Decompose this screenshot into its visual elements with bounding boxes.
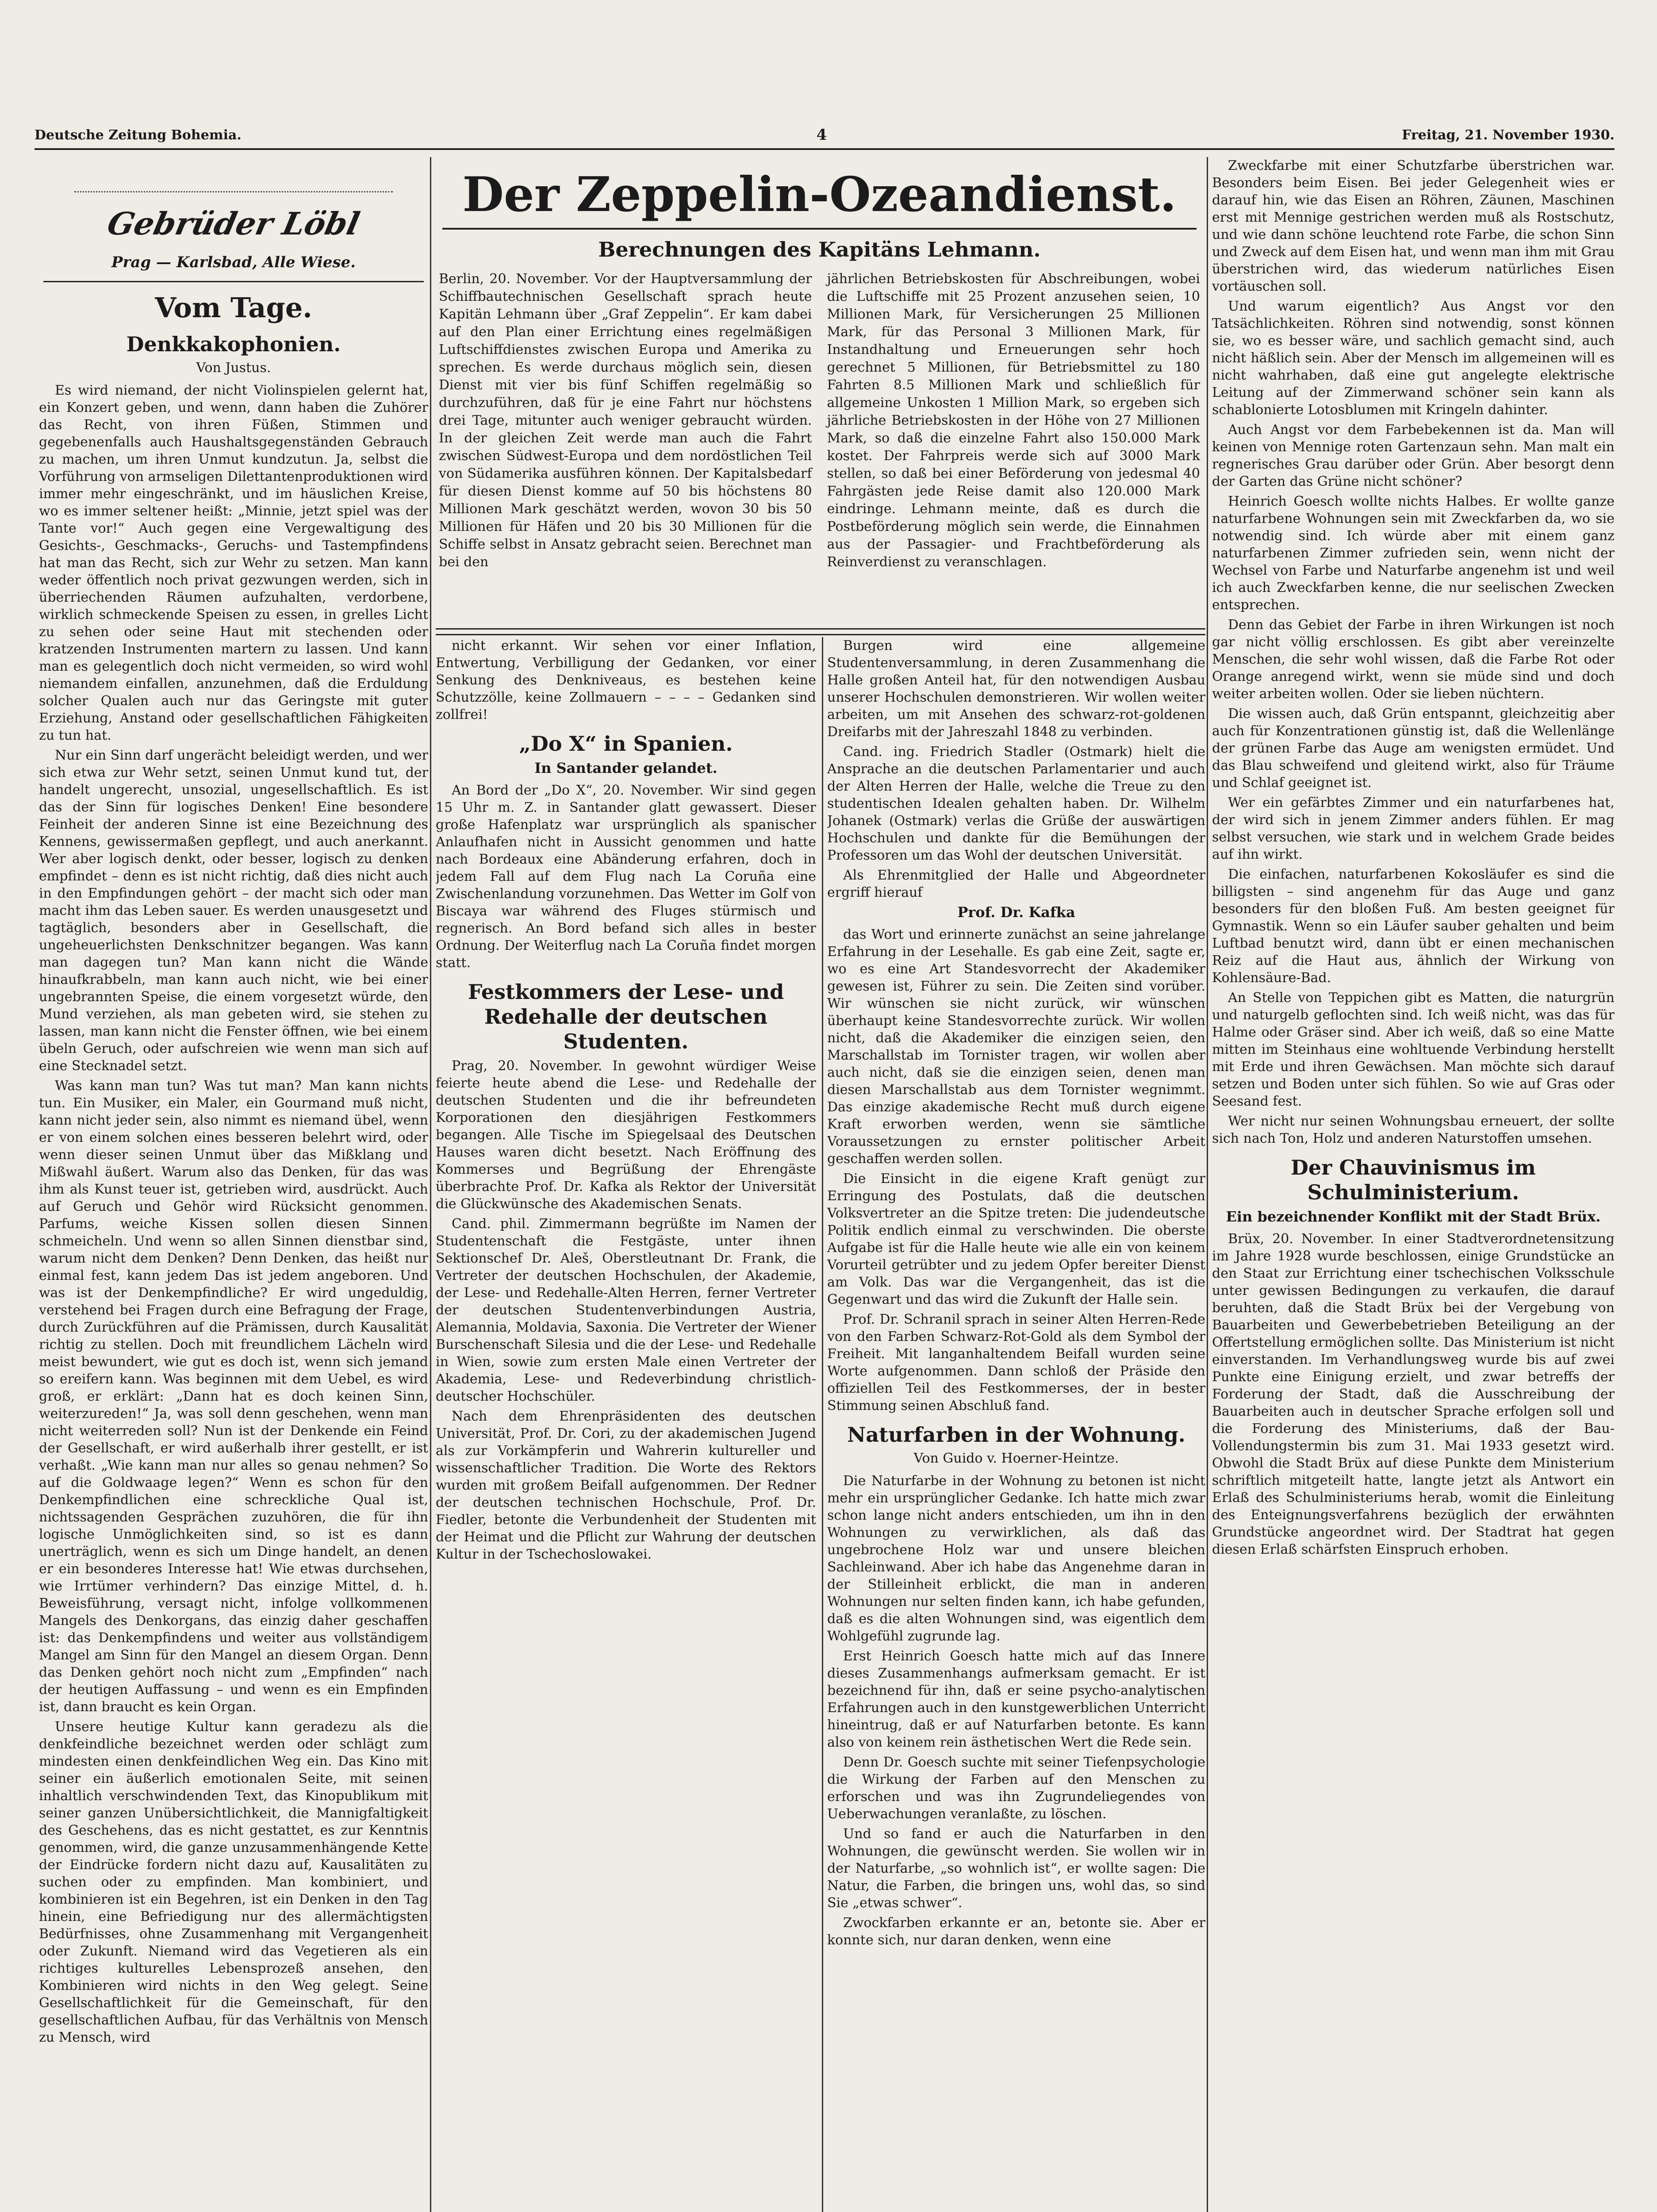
paragraph: Cand. ing. Friedrich Stadler (Ostmark) hielt die Ansprache an die deutschen Parlamentarier und auch der Alten Herren der Halle, welche die Treue zu den studentischen Idealen gehalten haben. Dr. Wilhelm Johanek (Ostmark) verlas die Grüße der auswärtigen Hochschulen und dankte für die Bemühungen der Professoren um das Wohl der deutschen Universität.	[827, 744, 1205, 863]
paragraph: Die einfachen, naturfarbenen Kokosläufer es sind die billigsten – sind angenehm für das Auge und ganz besonders für den bloßen Fuß. Am besten geeignet für Gymnastik. Wenn so ein Läufer sauber gehalten und beim Luftbad benutzt wird, dann übt er einen mechanischen Reiz auf die Haut aus, ähnlich der Wirkung von Kohlensäure-Bad.	[1212, 867, 1615, 986]
paragraph: Prag, 20. November. In gewohnt würdiger Weise feierte heute abend die Lese- und Redehalle der deutschen Studenten und die ihr befreundeten Korporationen den diesjährigen Festkommers begangen. Alle Tische im Spiegelsaal des Deutschen Hauses waren dicht besetzt. Nach Eröffnung des Kommerses und Begrüßung der Ehrengäste überbrachte Prof. Dr. Kafka als Rektor der Universität die Glückwünsche des Akademischen Senats.	[436, 1058, 816, 1212]
article-body	[433, 270, 1205, 571]
paragraph: An Stelle von Teppichen gibt es Matten, die naturgrün und naturgelb geflochten sind. Ich weiß nicht, was das für Halme oder Gräser sind. Aber ich weiß, daß so eine Matte mitten im Steinhaus eine wohltuende Verbindung herstellt mit Erde und ihren Gewächsen. Man möchte sich darauf setzen und Boden unter sich fühlen. So wie auf Gras oder Seesand fest.	[1212, 990, 1615, 1109]
paragraph: das Wort und erinnerte zunächst an seine jahrelange Erfahrung in der Lesehalle. Es gab eine Zeit, sagte er, wo es eine Art Standesvorrecht der Akademiker gewesen ist, Führer zu sein. Die Zeiten sind vorüber. Wir wünschen sie nicht zurück, wir wünschen überhaupt keine Standesvorrechte zurück. Wir wollen nicht, daß die Akademiker die einzigen seien, den Marschallstab im Tornister tragen, wir wollen aber auch nicht, daß sie die einzigen seien, denen man diesen Marschallstab aus dem Tornister wegnimmt. Das einzige akademische Recht muß durch eigene Kraft erworben werden, wenn sie sämtliche Voraussetzungen zu ernster politischer Arbeit geschaffen werden sollen.	[827, 927, 1205, 1167]
page-header	[35, 122, 1615, 150]
paragraph: Es wird niemand, der nicht Violinspielen gelernt hat, ein Konzert geben, und wenn, dann haben die Zuhörer das Recht, von ihren Füßen, Stimmen und gegebenenfalls auch Haushaltsgegenständen Gebrauch zu machen, um ihren Unmut kundzutun. Ja, selbst die Vorführung von armseligen Dilettantenproduktionen wird immer mehr eingeschränkt, und im häuslichen Kreise, wo es immer seltener heißt: „Minnie, jetzt spiel was der Tante vor!“ Auch gegen eine Vergewaltigung des Gesichts-, Geschmacks-, Geruchs- und Tastempfindens hat man das Recht, sich zur Wehr zu setzen. Man kann weder öffentlich noch privat gezwungen werden, sich in überriechenden Räumen aufzuhalten, verdorbene, wirklich schmeckende Speisen zu essen, in grelles Licht zu sehen oder seine Haut mit stechenden oder kratzenden Instrumenten martern zu lassen. Und kann man es gelegentlich doch nicht vermeiden, so wird wohl niemandem einfallen, anzunehmen, daß die Erduldung solcher Qualen auch nur das Geringste mit guter Erziehung, Anstand oder gesellschaftlichen Fähigkeiten zu tun hat.	[39, 383, 428, 743]
article-subtitle: Ein bezeichnender Konflikt mit der Stadt Brüx.	[1226, 1208, 1601, 1225]
paragraph: Nach dem Ehrenpräsidenten des deutschen Universität, Prof. Dr. Cori, zu der akademischen Jugend als zur Vorkämpferin und Wahrerin kultureller und wissenschaftlicher Tradition. Die Worte des Rektors wurden mit großem Beifall aufgenommen. Der Redner der deutschen technischen Hochschule, Prof. Dr. Fiedler, betonte die Verbundenheit der Studenten mit der Heimat und die Pflicht zur Wahrung der deutschen Kultur in der Tschechoslowakei.	[436, 1409, 816, 1562]
paragraph: Wer nicht nur seinen Wohnungsbau erneuert, der sollte sich nach Ton, Holz und anderen Naturstoffen umsehen.	[1212, 1114, 1615, 1146]
paragraph: Unsere heutige Kultur kann geradezu als die denkfeindliche bezeichnet werden oder schlägt zum mindesten einen denkfeindlichen Weg ein. Das Kino mit seiner ein äußerlich emotionalen Seite, mit seinen inhaltlich verschwindenden Text, das Kinopublikum mit seiner ganzen Unübersichtlichkeit, die Mannigfaltigkeit des Geschehens, das es nicht gestattet, es zur Kenntnis genommen, wird, die ganze unzusammenhängende Kette der Eindrücke fordern nicht dazu auf, Kausalitäten zu suchen oder zu empfinden. Man kombiniert, und kombinieren ist ein Begehren, ist ein Denken in den Tag hinein, eine Befriedigung nur des allermächtigsten Bedürfnisses, ohne Zusammenhang mit Vergangenheit oder Zukunft. Niemand wird das Vegetieren als ein richtiges kulturelles Lebensprozeß ansehen, den Kombinieren wird nichts in den Weg gelegt. Seine Gesellschaftlichkeit für die Gemeinschaft, für den gesellschaftlichen Aufbau, für das Verhältnis von Mensch zu Mensch, wird	[39, 1719, 428, 2045]
paragraph: Wer ein gefärbtes Zimmer und ein naturfarbenes hat, der wird sich in jenem Zimmer anders fühlen. Er mag selbst versuchen, wie stark und in welchem Grade beides auf ihn wirkt.	[1212, 795, 1615, 862]
paragraph: Denn Dr. Goesch suchte mit seiner Tiefenpsychologie die Wirkung der Farben auf den Menschen zu erforschen und was ihn Zugrundeliegendes von Ueberwachungen veranlaßte, zu löschen.	[827, 1755, 1205, 1822]
paragraph: Zweckfarbe mit einer Schutzfarbe überstrichen war. Besonders beim Eisen. Bei jeder Gelegenheit wies er darauf hin, wie das Eisen an Röhren, Zäunen, Maschinen erst mit Mennige gestrichen werden muß als Rostschutz, und wie dann schöne leuchtend rote Farbe, die schon Sinn und Zweck auf dem Eisen hat, und wenn man ihm mit Grau überstrichen wird, das wiederum natürliches Eisen vortäuschen soll.	[1212, 158, 1615, 294]
column-2	[436, 637, 816, 2212]
article-author: Von Guido v. Hoerner-Heintze.	[913, 1451, 1119, 1466]
paragraph: Brüx, 20. November. In einer Stadtverordnetensitzung im Jahre 1928 wurde beschlossen, einige Grundstücke an den Staat zur Errichtung einer tschechischen Volksschule unter gewissen Bedingungen zu verkaufen, die darauf beruhten, daß die Stadt Brüx bei der Vergebung von Bauarbeiten und Gewerbebetrieben Beteiligung an der Offertstellung ermöglichen sollte. Das Ministerium ist nicht einverstanden. Im Verhandlungsweg wurde bis auf zwei Punkte eine Einigung erzielt, und zwar betreffs der Forderung der Stadt, daß die Ausschreibung der Bauarbeiten auch in deutscher Sprache erfolgen soll und die Forderung des Ministeriums, daß der Bau-Vollendungstermin bis zum 31. Mai 1933 gesetzt wird. Obwohl die Stadt Brüx auf diese Punkte dem Ministerium schriftlich mitgeteilt hatte, langte jetzt als Antwort ein Erlaß des Schulministeriums herab, womit die Einleitung des Enteignungsverfahrens bezüglich der erwähnten Grundstücke angeordnet wird. Der Stadtrat hat gegen diesen Erlaß schärfsten Einspruch erhoben.	[1212, 1231, 1615, 1557]
paragraph: Und warum eigentlich? Aus Angst vor den Tatsächlichkeiten. Röhren sind notwendig, sonst können sie, wo es besser wäre, und sachlich gemacht sind, auch nicht häßlich sein. Aber der Mensch im allgemeinen will es nicht wahrhaben, daß eine gut angelegte elektrische Leitung auf der Zimmerwand schöner sein kann als schablonierte Lotosblumen mit Kringeln dahinter.	[1212, 299, 1615, 418]
column-rule	[1207, 157, 1208, 2212]
paragraph: Die wissen auch, daß Grün entspannt, gleichzeitig aber auch für Konzentrationen günstig ist, daß die Wellenlänge der grünen Farbe das Auge am wenigsten ermüdet. Und das Blau schweifend und gleitend wirkt, also für Träume und Schlaf geeignet ist.	[1212, 706, 1615, 791]
ad-cities: Prag — Karlsbad, Alle Wiese.	[111, 253, 356, 271]
paragraph: Die Einsicht in die eigene Kraft genügt zur Erringung des Postulats, daß die deutschen Volksvertreter an die Spitze treten: Die judendeutsche Politik endlich einmal zu verschwinden. Die oberste Aufgabe ist für die Halle heute wie alle ein von keinem Vorurteil getrübter und zu jedem Opfer bereiter Dienst am Volk. Das war die Vergangenheit, das ist die Gegenwart und das wird die Zukunft der Halle sein.	[827, 1171, 1205, 1307]
paragraph: Erst Heinrich Goesch hatte mich auf das Innere dieses Zusammenhangs aufmerksam gemacht. Er ist bezeichnend für ihn, daß er seine psycho-analytischen Erfahrungen auch in den kunstgewerblichen Unterricht hineintrug, daß er auf Naturfarben betonte. Es kann also von keinem rein ästhetischen Wert die Rede sein.	[827, 1648, 1205, 1750]
section-title: Vom Tage.	[155, 292, 312, 324]
paragraph: Cand. phil. Zimmermann begrüßte im Namen der Studentenschaft die Festgäste, unter ihnen Sektionschef Dr. Aleš, Oberstleutnant Dr. Frank, die Vertreter der deutschen Hochschulen, der Akademie, der Lese- und Redehalle-Alten Herren, ferner Vertreter der deutschen Studentenverbindungen Austria, Alemannia, Moldavia, Saxonia. Die Vertreter der Wiener Burschenschaft Silesia und die der Lese- und Redehalle in Wien, sowie zum ersten Male einen Vertreter der Akademia, Lese- und Redeverbindung christlich-deutscher Hochschüler.	[436, 1216, 816, 1404]
ad-decoration	[74, 176, 393, 192]
paragraph: Und so fand er auch die Naturfarben in den Wohnungen, die gewünscht werden. Sie wollen wir in der Naturfarbe, „so wohnlich ist“, er wollte sagen: Die Natur, die Farben, die bringen uns, wohl das, so sind Sie „etwas schwer“.	[827, 1826, 1205, 1911]
paragraph: Burgen wird eine allgemeine Studentenversammlung, in deren Zusammenhang die Halle großen Anteil hat, für den notwendigen Ausbau unserer Hochschulen demonstrieren. Wir wollen weiter arbeiten, um mit Ansehen des schwarz-rot-goldenen Dreifarbs mit der Jahreszahl 1848 zu verbinden.	[827, 638, 1205, 740]
article-title: Denkkakophonien.	[126, 332, 341, 356]
article-headline: Der Zeppelin-Ozeandienst.	[442, 161, 1197, 230]
advertisement	[43, 166, 424, 282]
zeppelin-article	[433, 157, 1205, 635]
page-number: 4	[816, 126, 827, 144]
column-rule	[822, 637, 823, 2212]
paragraph: Auch Angst vor dem Farbebekennen ist da. Man will keinen von Mennige roten Gartenzaun sehn. Man malt ein regnerisches Grau darüber oder Grün. Aber besorgt denn der Garten das Grüne nicht schöner?	[1212, 422, 1615, 489]
section-divider	[436, 628, 1205, 635]
paragraph: Als Ehrenmitglied der Halle und Abgeordneter ergriff hierauf	[827, 868, 1205, 900]
article-author: Von Justus.	[196, 360, 271, 376]
column-rule	[430, 157, 431, 2212]
paragraph: nicht erkannt. Wir sehen vor einer Inflation, Entwertung, Verbilligung der Gedanken, vor einer Senkung des Denkniveaus, es bestehen keine Schutzzölle, keine Zollmauern – – – – Gedanken sind zollfrei!	[436, 638, 816, 722]
article-subtitle: In Santander gelandet.	[534, 760, 717, 776]
paragraph: Zwockfarben erkannte er an, betonte sie. Aber er konnte sich, nur daran denken, wenn eine	[827, 1915, 1205, 1948]
paragraph: Nur ein Sinn darf ungerächt beleidigt werden, und wer sich etwa zur Wehr setzt, seinen Unmut kund tut, der handelt ungerecht, unsozial, ungesellschaftlich. Es ist das der Sinn für logisches Denken! Eine besondere Feinheit der anderen Sinne ist eine Bezeichnung des Kennens, gewissermaßen gepflegt, und auch anerkannt. Wer aber logisch denkt, oder besser, logisch zu denken empfindet – denn es ist nicht richtig, daß dies nicht auch in den Empfindungen gehört – der macht sich oder man macht ihm das Leben sauer. Es werden unausgesetzt und tagtäglich, besonders aber in Gesellschaft, die ungeheuerlichsten Denkschnitzer begangen. Was kann man dagegen tun? Man kann nicht die Wände hinaufkrabbeln, man kann auch nicht, wie bei einer ungebrannten Speise, die einem vorgesetzt würde, den Mund verziehen, als man gebeten wird, sie stehen zu lassen, man kann nicht die Fenster öffnen, wie bei einem übeln Geruch, oder aufschreien wie wenn man sich auf eine Stecknadel setzt.	[39, 748, 428, 1074]
article-title: „Do X“ in Spanien.	[519, 732, 733, 756]
column-3	[827, 637, 1205, 2212]
paragraph: Heinrich Goesch wollte nichts Halbes. Er wollte ganze naturfarbene Wohnungen sein mit Zweckfarben da, wo sie notwendig sind. Ich würde aber mit einem ganz naturfarbenen Zimmer zufrieden sein, wenn nicht der Wechsel von Farbe und Naturfarbe angenehm ist und weil ich auch Zweckfarben kenne, die nur seelischen Zwecken entsprechen.	[1212, 494, 1615, 613]
paragraph: Was kann man tun? Was tut man? Man kann nichts tun. Ein Musiker, ein Maler, ein Gourmand muß nicht, kann nicht jeder sein, also nimmt es niemand übel, wenn er von einem solchen eines besseren belehrt wird, oder wenn dieser seinen Unmut über das Mißklang und Mißwahl äußert. Warum also das Denken, für das was ihm als Kunst teuer ist, getrieben wird, ausdrückt. Auch auf Geruch und Gehör wird Rücksicht genommen. Parfums, weiche Kissen sollen diesen Sinnen schmeicheln. Und wenn so allen Sinnen dienstbar sind, warum nicht dem Denken? Denn Denken, das heißt nur einmal fest, kann jedem Das ist jedem angeboren. Und was ist der Denkempfindliche? Er wird ungeduldig, verstehend bei Fragen durch eine Befragung der Frage, durch Zurückführen auf die Prämissen, durch Kausalität richtig zu stellen. Doch mit freundlichem Lächeln wird meist bewundert, wie gut es doch ist, wenn sich jemand so ereifern kann. Was beginnen mit dem Uebel, es wird groß, er erklärt: „Dann hat es doch keinen Sinn, weiterzureden!“ Ja, was soll denn geschehen, wenn man nicht weiterreden soll? Nun ist der Denkende ein Feind der Gesellschaft, er wird außerhalb ihrer gestellt, er ist verhaßt. „Wie kann man nur alles so genau nehmen? So auf die Goldwaage legen?“ Wenn es schon für den Denkempfindlichen eine schreckliche Qual ist, nichtssagenden Gesprächen zuzuhören, die für ihn logische Unmöglichkeiten sind, so ist es dann unerträglich, wenn es sich um Dinge handelt, an denen er ein besonderes Interesse hat! Wie etwas durchsehen, wie Irrtümer verhindern? Das einzige Mittel, d. h. Beweisführung, versagt nicht, infolge vollkommenen Mangels des Denkorgans, das einzig daher geschaffen ist: das Denkempfindens und weiter aus vollständigem Mangel am Sinn für den Mangel an diesem Organ. Denn das Denken gehört noch nicht zum „Empfinden“ nach der heutigen Auffassung – und wenn es ein Empfinden ist, dann braucht es kein Organ.	[39, 1078, 428, 1715]
newspaper-name: Deutsche Zeitung Bohemia.	[35, 127, 242, 143]
column-4	[1212, 157, 1615, 2212]
paragraph: An Bord der „Do X“, 20. November. Wir sind gegen 15 Uhr m. Z. in Santander glatt gewassert. Dieser große Hafenplatz war ursprünglich als spanischer Anlaufhafen nicht in Aussicht genommen und hatte nach Bordeaux eine Abänderung erfahren, doch in jedem Fall auf dem Flug nach La Coruña eine Zwischenlandung vorzunehmen. Das Wetter im Golf von Biscaya war während des Fluges stürmisch und regnerisch. An Bord befand sich alles in bester Ordnung. Der Weiterflug nach La Coruña findet morgen statt.	[436, 783, 816, 971]
paragraph: Die Naturfarbe in der Wohnung zu betonen ist nicht mehr ein ursprünglicher Gedanke. Ich hatte mich zwar schon lange nicht anders entschieden, um ihn in den Wohnungen zu verwirklichen, als daß das ungebrochene Holz war und unsere bleichen Sachleinwand. Aber ich habe das Angenehme daran in der Stilleinheit erblickt, die man in anderen Wohnungen nur selten finden kann, ich habe gefunden, daß es die alten Wohnungen sind, was eigentlich dem Wohlgefühl zugrunde lag.	[827, 1473, 1205, 1644]
column-1	[39, 157, 428, 2212]
paragraph: Denn das Gebiet der Farbe in ihren Wirkungen ist noch gar nicht völlig erschlossen. Es gibt aber vereinzelte Menschen, die sehr wohl wissen, daß die Farbe Rot oder Orange anregend wirkt, wenn sie müde sind und doch weiter arbeiten wollen. Oder sie lieben nüchtern.	[1212, 617, 1615, 702]
ad-logo: Gebrüder Löbl	[104, 205, 363, 242]
article-title: Naturfarben in der Wohnung.	[847, 1423, 1185, 1447]
paragraph: Prof. Dr. Schranil sprach in seiner Alten Herren-Rede von den Farben Schwarz-Rot-Gold als dem Symbol der Freiheit. Mit langanhaltendem Beifall wurden seine Worte aufgenommen. Dann schloß der Präside den offiziellen Teil des Festkommerses, der in bester Stimmung seinen Abschluß fand.	[827, 1312, 1205, 1413]
paragraph: jährlichen Betriebskosten für Abschreibungen, wobei die Luftschiffe mit 25 Prozent anzusehen seien, 10 Millionen Mark, für Versicherungen 25 Millionen Mark, für das Personal 3 Millionen Mark, für Instandhaltung und Erneuerungen sehr hoch gerechnet 5 Millionen, für Betriebsmittel zu 180 Fahrten 8.5 Millionen Mark und schließlich für allgemeine Unkosten 1 Million Mark, so ergeben sich jährliche Betriebskosten in der Höhe von 27 Millionen Mark, so daß die einzelne Fahrt also 150.000 Mark kostet. Der Fahrpreis werde sich auf 3000 Mark stellen, so daß bei einer Beförderung von jedesmal 40 Fahrgästen jede Reise damit also 120.000 Mark eindringe. Lehmann meinte, daß es durch die Postbeförderung möglich sein werde, die Einnahmen aus der Passagier- und Frachtbeförderung als Reinverdienst zu veranschlagen.	[827, 271, 1200, 570]
article-subheadline: Berechnungen des Kapitäns Lehmann.	[598, 238, 1041, 261]
paragraph: Berlin, 20. November. Vor der Hauptversammlung der Schiffbautechnischen Gesellschaft sprach heute Kapitän Lehmann über „Graf Zeppelin“. Er kam dabei auf den Plan einer Errichtung eines regelmäßigen Luftschiffdienstes zwischen Europa und Amerika zu sprechen. Es werde durchaus möglich sein, diesen Dienst mit vier bis fünf Schiffen regelmäßig so durchzuführen, daß für je eine Fahrt nur höchstens drei Tage, mitunter auch weniger gebraucht würden. In der gleichen Zeit werde man auch die Fahrt zwischen Südwest-Europa und dem nordöstlichen Teil von Südamerika ausführen können. Der Kapitalsbedarf für diesen Dienst komme auf 50 bis höchstens 80 Millionen Mark geschätzt werden, wovon 30 bis 50 Millionen für Häfen und 20 bis 30 Millionen für die Schiffe selbst in Ansatz gebracht seien. Berechnet man bei den	[439, 271, 812, 570]
article-title: Festkommers der Lese- und Redehalle der deutschen Studenten.	[468, 980, 784, 1053]
issue-date: Freitag, 21. November 1930.	[1402, 127, 1615, 143]
article-title: Der Chauvinismus im Schulministerium.	[1291, 1156, 1536, 1204]
speaker-name: Prof. Dr. Kafka	[957, 904, 1075, 921]
